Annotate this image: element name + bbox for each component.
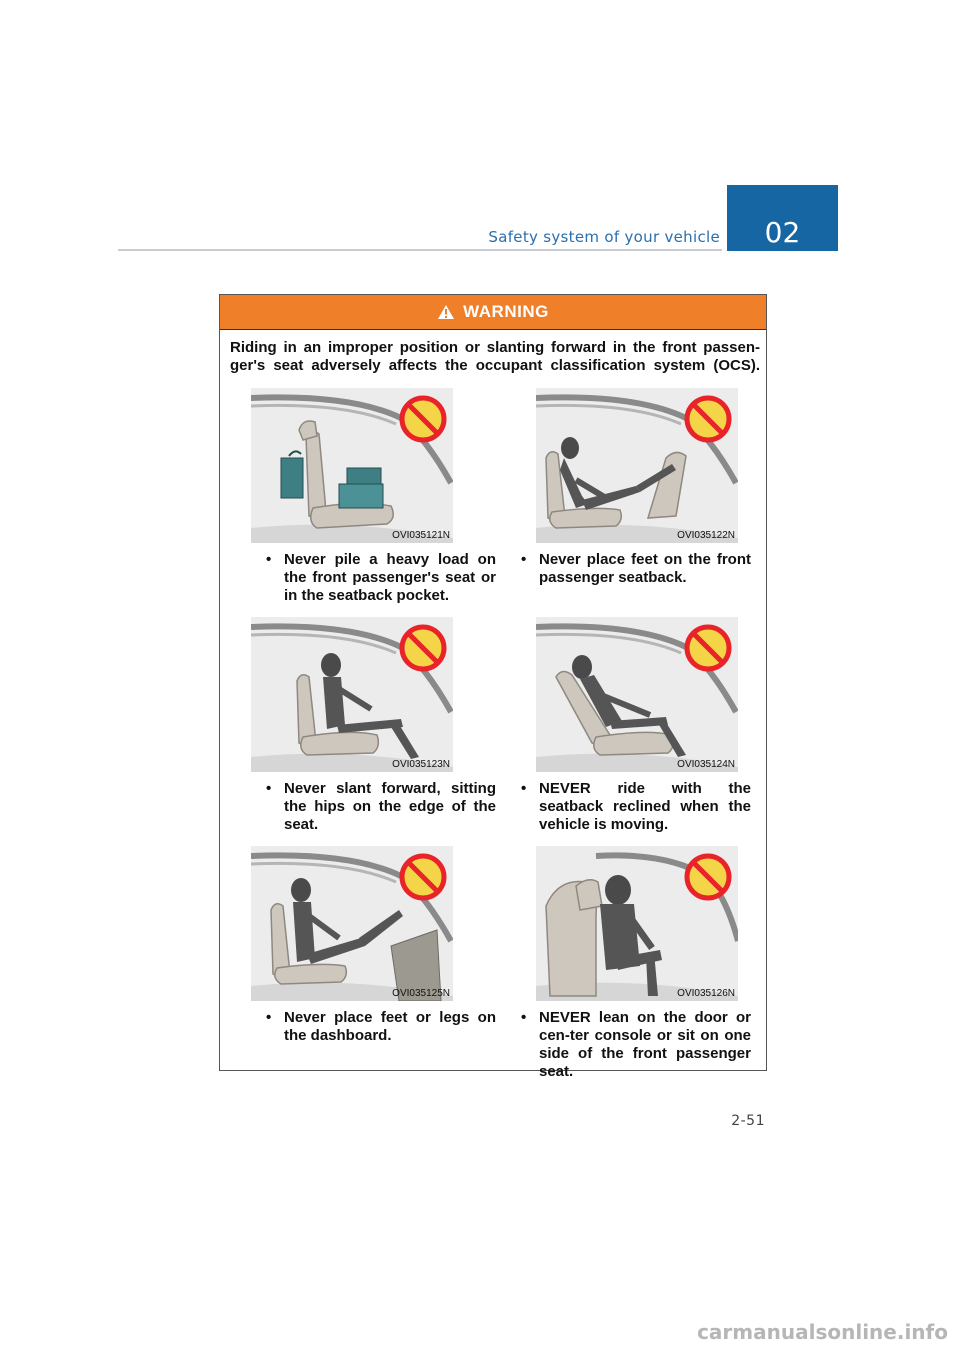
warning-triangle-icon bbox=[437, 304, 455, 320]
bullet: • bbox=[266, 551, 272, 568]
warning-header bbox=[220, 295, 766, 330]
prohibition-icon bbox=[398, 623, 448, 673]
caption-heavy-load bbox=[266, 551, 496, 605]
bullet: • bbox=[521, 780, 527, 797]
figure-lean-on-door bbox=[536, 846, 738, 1001]
bullet: • bbox=[521, 1009, 527, 1026]
figure-code: OVI035121N bbox=[392, 530, 450, 541]
bullet: • bbox=[266, 780, 272, 797]
figure-reclined bbox=[536, 617, 738, 772]
header-rule bbox=[118, 249, 722, 251]
warning-heading: WARNING bbox=[463, 302, 549, 321]
figure-code: OVI035124N bbox=[677, 759, 735, 770]
figure-slant-forward bbox=[251, 617, 453, 772]
bullet: • bbox=[521, 551, 527, 568]
warning-intro: Riding in an improper position or slanting forward in the front passen-ger's seat adversely affects the occupant classification system (OCS). bbox=[230, 339, 760, 374]
caption-text: Never place feet or legs on the dashboard. bbox=[284, 1009, 496, 1044]
figure-feet-on-dashboard bbox=[251, 846, 453, 1001]
section-title: Safety system of your vehicle bbox=[488, 228, 720, 246]
figure-code: OVI035122N bbox=[677, 530, 735, 541]
prohibition-icon bbox=[398, 852, 448, 902]
figure-feet-on-seatback bbox=[536, 388, 738, 543]
caption-text: Never place feet on the front passenger seatback. bbox=[539, 551, 751, 586]
page-number: 2-51 bbox=[731, 1113, 765, 1129]
caption-text: Never pile a heavy load on the front passenger's seat or in the seatback pocket. bbox=[284, 551, 496, 604]
warning-box bbox=[219, 294, 767, 1080]
caption-feet-on-seatback bbox=[521, 551, 751, 587]
caption-lean-on-door bbox=[521, 1009, 751, 1081]
figure-code: OVI035126N bbox=[677, 988, 735, 999]
prohibition-icon bbox=[683, 623, 733, 673]
caption-feet-on-dashboard bbox=[266, 1009, 496, 1045]
figure-code: OVI035123N bbox=[392, 759, 450, 770]
caption-text: NEVER ride with the seatback reclined when the vehicle is moving. bbox=[539, 780, 751, 833]
caption-text: Never slant forward, sitting the hips on the edge of the seat. bbox=[284, 780, 496, 833]
caption-slant-forward bbox=[266, 780, 496, 834]
figure-code: OVI035125N bbox=[392, 988, 450, 999]
prohibition-icon bbox=[398, 394, 448, 444]
watermark: carmanualsonline.info bbox=[697, 1320, 948, 1344]
caption-text: NEVER lean on the door or cen-ter console or sit on one side of the front passenger seat. bbox=[539, 1009, 751, 1080]
prohibition-icon bbox=[683, 394, 733, 444]
bullet: • bbox=[266, 1009, 272, 1026]
prohibition-icon bbox=[683, 852, 733, 902]
figure-heavy-load bbox=[251, 388, 453, 543]
chapter-badge: 02 bbox=[727, 185, 838, 251]
caption-reclined bbox=[521, 780, 751, 834]
